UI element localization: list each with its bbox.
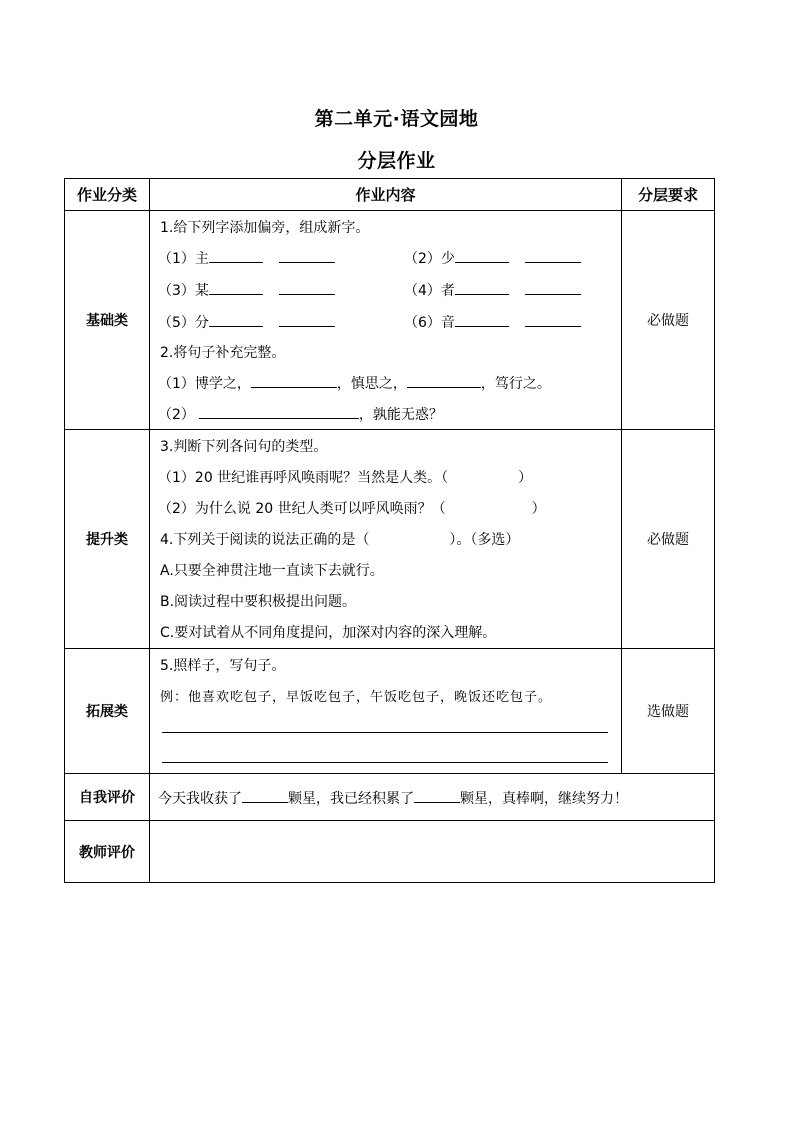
answer-blank[interactable]	[209, 280, 263, 295]
question-4	[160, 529, 519, 549]
answer-blank[interactable]	[525, 248, 581, 263]
header-content: 作业内容	[150, 179, 622, 211]
table-header-row	[65, 179, 715, 211]
question-1: 1.给下列字添加偏旁，组成新字。	[160, 220, 370, 236]
char-item-4	[404, 280, 581, 300]
option-b: B.阅读过程中要积极提出问题。	[160, 594, 357, 610]
sentence-text: （1）博学之，	[158, 376, 251, 392]
content-teacher-eval[interactable]	[150, 821, 715, 883]
answer-blank[interactable]	[209, 248, 263, 263]
category-advanced: 提升类	[65, 430, 150, 649]
answer-blank[interactable]	[279, 312, 335, 327]
level-basic: 必做题	[622, 211, 715, 430]
close-paren: ）	[531, 501, 546, 517]
answer-blank[interactable]	[199, 404, 359, 419]
table-row-advanced	[65, 430, 715, 649]
page-subtitle: 分层作业	[357, 150, 436, 172]
sentence-2	[158, 404, 443, 424]
sentence-1	[158, 373, 551, 393]
answer-blank[interactable]	[251, 373, 337, 388]
content-self-eval	[150, 774, 715, 821]
category-basic: 基础类	[65, 211, 150, 430]
sentence-text: ，慎思之，	[336, 376, 407, 392]
table-row-basic	[65, 211, 715, 430]
level-advanced: 必做题	[622, 430, 715, 649]
sentence-text: ，孰能无惑？	[358, 407, 443, 423]
char-item-label: （2）少	[404, 251, 455, 267]
question-3: 3.判断下列各问句的类型。	[160, 439, 328, 455]
content-basic	[150, 211, 622, 430]
category-self-eval: 自我评价	[65, 774, 150, 821]
answer-blank[interactable]	[525, 312, 581, 327]
char-item-label: （3）某	[158, 283, 209, 299]
answer-blank[interactable]	[455, 280, 509, 295]
answer-blank[interactable]	[279, 280, 335, 295]
option-c: C.要对试着从不同角度提问，加深对内容的深入理解。	[160, 625, 497, 641]
example-sentence: 例：他喜欢吃包子，早饭吃包子，午饭吃包子，晚饭还吃包子。	[160, 690, 553, 705]
content-extended	[150, 649, 622, 774]
char-item-1	[158, 248, 335, 268]
answer-blank[interactable]	[242, 788, 288, 803]
table-row-self-eval	[65, 774, 715, 821]
char-item-6	[404, 312, 581, 332]
writing-line[interactable]	[162, 732, 608, 733]
table-row-teacher-eval	[65, 821, 715, 883]
sentence-text: ，笃行之。	[480, 376, 551, 392]
self-eval-text: 颗星，我已经积累了	[288, 791, 414, 807]
char-item-5	[158, 312, 335, 332]
answer-blank[interactable]	[279, 248, 335, 263]
char-item-label: （5）分	[158, 315, 209, 331]
question-text: ）。（多选）	[449, 532, 520, 548]
question-text: 4.下列关于阅读的说法正确的是（	[160, 532, 370, 548]
answer-blank[interactable]	[525, 280, 581, 295]
homework-table	[64, 178, 715, 883]
question-2: 2.将句子补充完整。	[160, 345, 286, 361]
char-item-label: （6）音	[404, 315, 455, 331]
self-eval-text: 颗星，真棒啊，继续努力！	[460, 791, 628, 807]
question-3-2	[158, 498, 546, 518]
close-paren: ）	[518, 470, 533, 486]
writing-line[interactable]	[162, 762, 608, 763]
content-advanced	[150, 430, 622, 649]
answer-blank[interactable]	[455, 248, 509, 263]
char-item-label: （4）者	[404, 283, 455, 299]
answer-blank[interactable]	[414, 788, 460, 803]
header-category: 作业分类	[65, 179, 150, 211]
answer-blank[interactable]	[455, 312, 509, 327]
header-level: 分层要求	[622, 179, 715, 211]
question-text: （2）为什么说 20 世纪人类可以呼风唤雨？（	[158, 501, 446, 517]
table-row-extended	[65, 649, 715, 774]
question-text: （1）20 世纪谁再呼风唤雨呢？当然是人类。（	[158, 470, 449, 486]
level-extended: 选做题	[622, 649, 715, 774]
char-item-3	[158, 280, 335, 300]
char-item-2	[404, 248, 581, 268]
category-teacher-eval: 教师评价	[65, 821, 150, 883]
option-a: A.只要全神贯注地一直读下去就行。	[160, 563, 384, 579]
question-3-1	[158, 467, 532, 487]
char-item-label: （1）主	[158, 251, 209, 267]
question-5: 5.照样子，写句子。	[160, 658, 286, 674]
answer-blank[interactable]	[209, 312, 263, 327]
category-extended: 拓展类	[65, 649, 150, 774]
self-eval-text: 今天我收获了	[158, 791, 242, 807]
self-eval-sentence	[158, 788, 628, 808]
page-title: 第二单元·语文园地	[314, 108, 479, 130]
sentence-text: （2）	[158, 407, 195, 423]
answer-blank[interactable]	[407, 373, 481, 388]
